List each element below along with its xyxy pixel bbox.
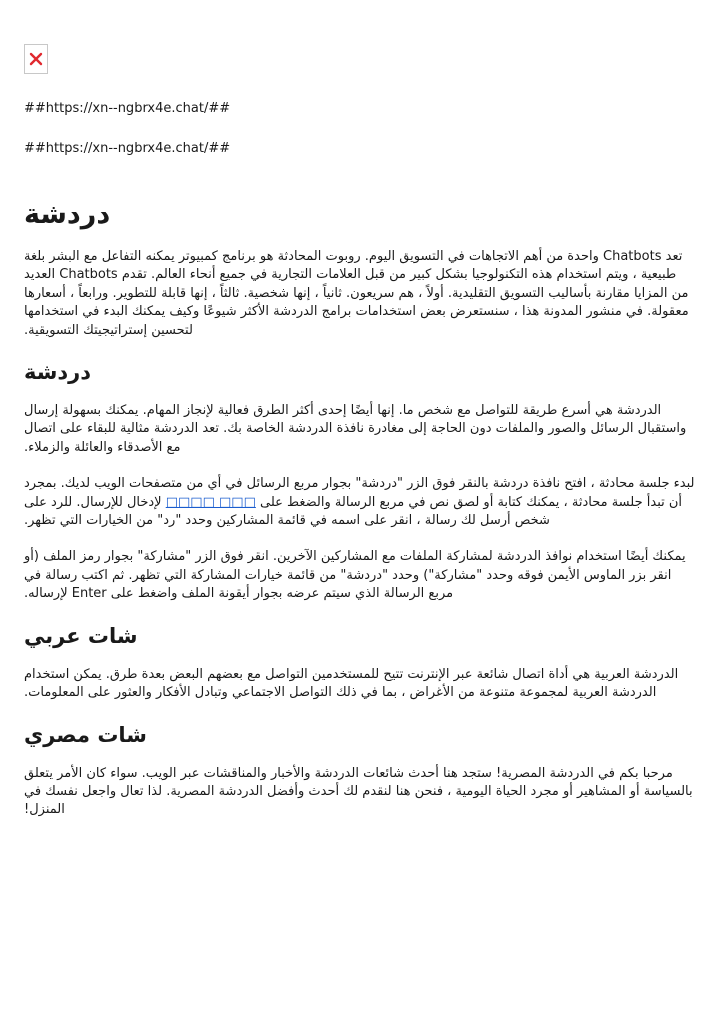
inline-link[interactable]: □□□ □□□□ xyxy=(165,494,256,510)
url-text-2: ##https://xn--ngbrx4e.chat/## xyxy=(24,141,231,156)
chat-paragraph-3: يمكنك أيضًا استخدام نوافذ الدردشة لمشاركة الملفات مع المشاركين الآخرين. انقر فوق الزر "مشاركة" بجوار رمز الملف (أو انقر بزر الماوس الأيمن فوقه وحدد "مشاركة") وحدد "دردشة" من قائمة خيارات المشاركة التي تظهر. ثم اكتب رسالة في مربع الرسالة الذي سيتم عرضه بجوار أيقونة الملف واضغط على Enter لإرساله. xyxy=(24,549,686,602)
egyptian-chat-paragraph: مرحبا بكم في الدردشة المصرية! ستجد هنا أحدث شائعات الدردشة والأخبار والمناقشات عبر الويب. سواء كان الأمر يتعلق بالسياسة أو المشاهير أو مجرد الحياة اليومية ، فنحن هنا لنقدم لك أحدث وأفضل الدردشة المصرية. لذا تعال واجعل نفسك في المنزل! xyxy=(24,765,693,818)
chat-paragraph-2 xyxy=(24,475,696,530)
broken-image xyxy=(24,44,48,74)
section-heading-arab-chat: شات عربي xyxy=(24,623,138,648)
chat-paragraph-1: الدردشة هي أسرع طريقة للتواصل مع شخص ما. إنها أيضًا إحدى أكثر الطرق فعالية لإنجاز المهام. يمكنك بسهولة إرسال واستقبال الرسائل والصور والملفات دون الحاجة إلى مغادرة نافذة الدردشة الخاصة بك. تعد الدردشة مثالية للبقاء على اتصال مع الأصدقاء والعائلة والزملاء. xyxy=(24,403,687,455)
section-heading-egyptian-chat: شات مصري xyxy=(24,722,147,747)
chat-paragraph-2-end: لإدخال للإرسال. للرد على شخص أرسل لك رسالة ، انقر على اسمه في قائمة المشاركين وحدد "رد" من الخيارات التي تظهر. xyxy=(24,494,550,529)
intro-paragraph: تعد Chatbots واحدة من أهم الاتجاهات في التسويق اليوم. روبوت المحادثة هو برنامج كمبيوتر يمكنه التفاعل مع البشر بلغة طبيعية ، ويتم استخدام هذه التكنولوجيا بشكل كبير من قبل العلامات التجارية في جميع أنحاء العالم. تقدم Chatbots العديد من المزايا مقارنة بأساليب التسويق التقليدية. أولاً ، هم سريعون. ثانياً ، إنها شخصية. ثالثاً ، إنها قابلة للتطوير. ورابعاً ، أسعارها معقولة. في منشور المدونة هذا ، سنستعرض بعض استخدامات برامج الدردشة الأكثر شيوعًا وكيف يمكنك البدء في استخدامها لتحسين إستراتيجيتك التسويقية. xyxy=(24,249,689,338)
url-text-1: ##https://xn--ngbrx4e.chat/## xyxy=(24,101,231,116)
arab-chat-paragraph: الدردشة العربية هي أداة اتصال شائعة عبر الإنترنت تتيح للمستخدمين التواصل مع بعضهم البعض بعدة طرق. يمكن استخدام الدردشة العربية لمجموعة متنوعة من الأغراض ، بما في ذلك التواصل الاجتماعي وتبادل الأفكار والعثور على المعلومات. xyxy=(24,666,679,701)
section-heading-chat: دردشة xyxy=(24,360,92,385)
page-title: دردشة xyxy=(24,199,111,230)
chat-paragraph-2-start: لبدء جلسة محادثة ، افتح نافذة دردشة بالنقر فوق الزر "دردشة" بجوار مربع الرسائل في أي من متصفحات الويب لديك. بمجرد أن تبدأ جلسة محادثة ، يمكنك كتابة أو لصق نص في مربع الرسالة والضغط على xyxy=(24,476,695,510)
page-content xyxy=(24,44,696,838)
broken-image-icon xyxy=(29,52,43,66)
